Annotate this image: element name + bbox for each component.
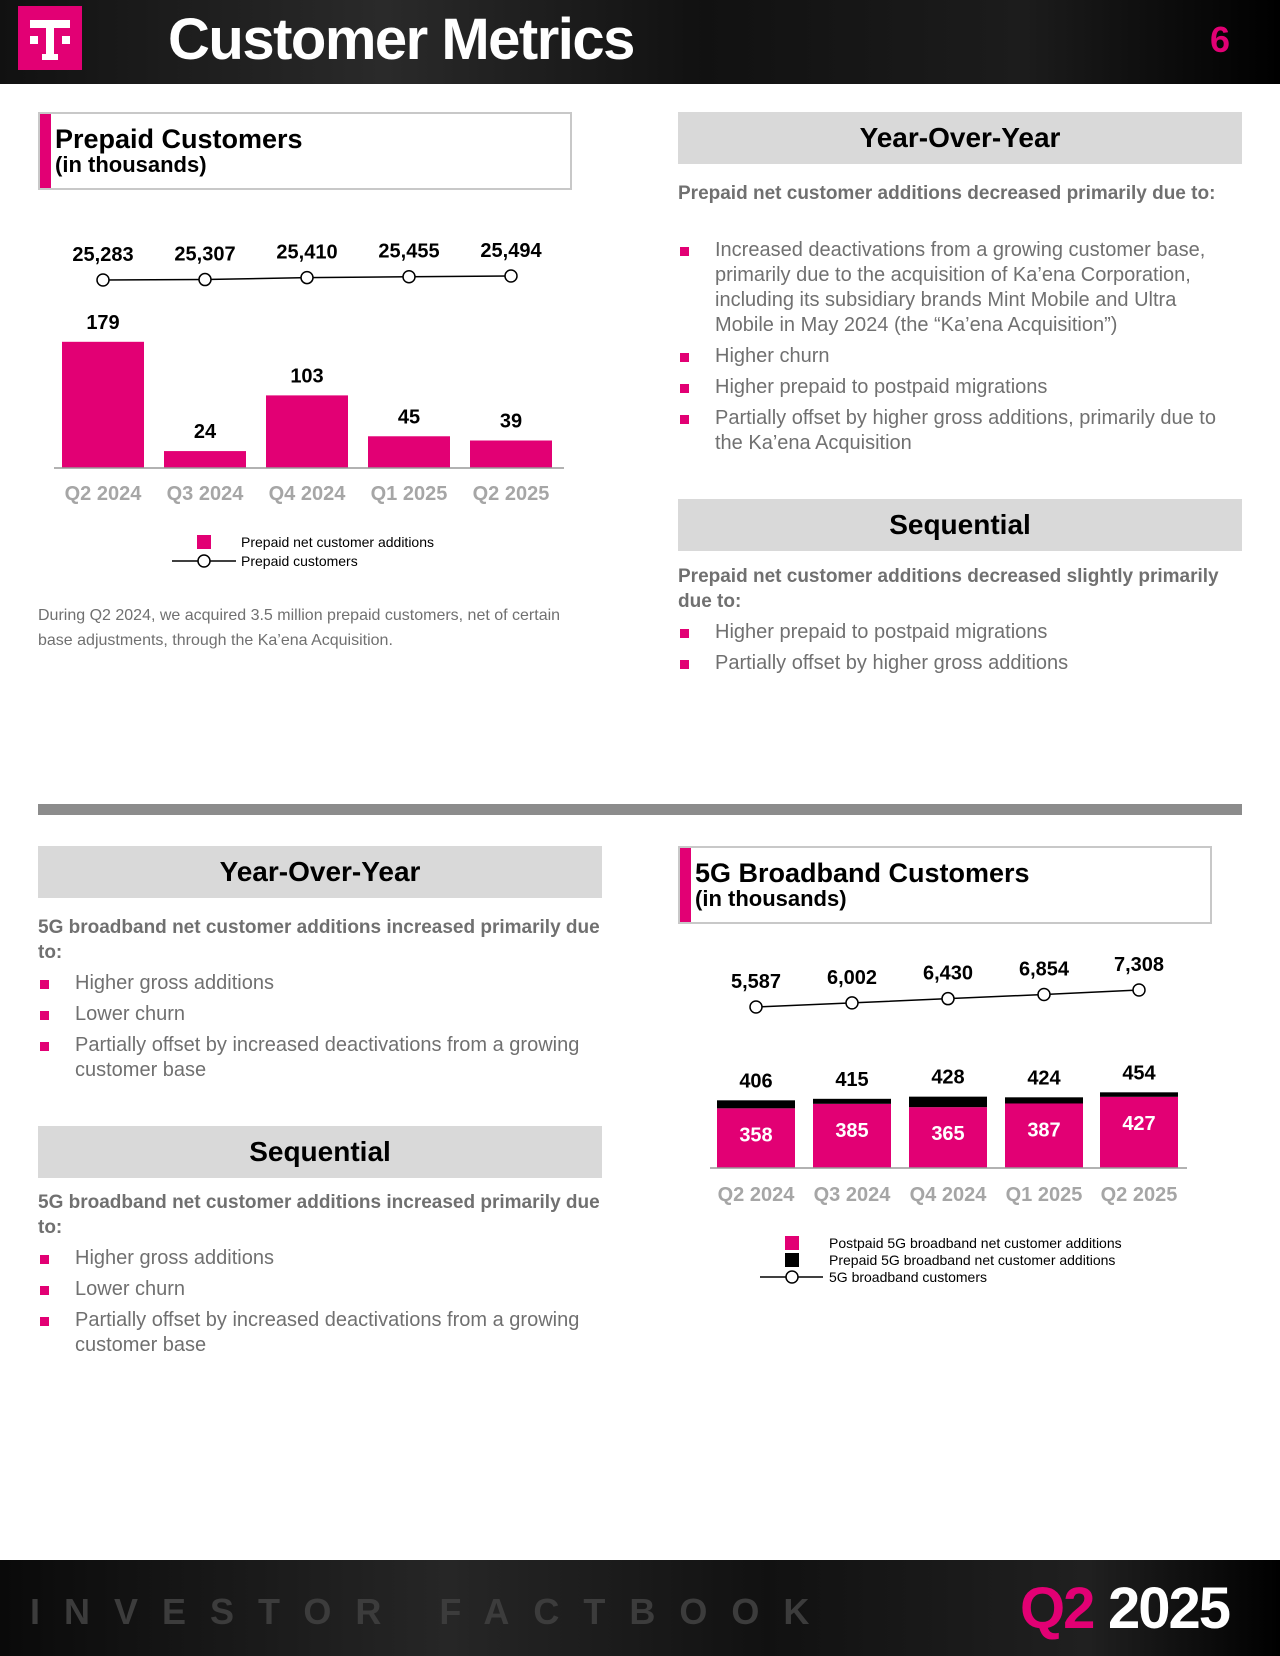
prepaid-chart [0, 220, 600, 580]
footer-year: 2025 [1108, 1576, 1230, 1641]
prepaid-bar-5 [470, 441, 552, 468]
prepaid-line-label: 25,307 [174, 243, 236, 266]
prepaid-bar-4 [368, 436, 450, 468]
bullet-square-icon [40, 1255, 49, 1264]
broadband-chart-title: 5G Broadband Customers [695, 858, 1030, 888]
prepaid-line-point [505, 270, 517, 282]
bullet-square-icon [40, 1317, 49, 1326]
bullet-square-icon [40, 1042, 49, 1051]
prepaid-5g-bar-1 [717, 1100, 795, 1108]
postpaid-5g-label: 385 [835, 1119, 869, 1142]
prepaid-chart-title: Prepaid Customers [55, 124, 303, 154]
prepaid-bar-label: 45 [397, 406, 421, 429]
bullet-square-icon [680, 247, 689, 256]
prepaid-line-point [97, 274, 109, 286]
prepaid-x-tick: Q1 2025 [370, 483, 448, 505]
prepaid-bar-3 [266, 395, 348, 468]
legend-label: Postpaid 5G broadband net customer additions [829, 1235, 1122, 1251]
prepaid-seq-list [678, 620, 1240, 682]
prepaid-bar-1 [62, 342, 144, 468]
bullet-square-icon [680, 384, 689, 393]
postpaid-5g-label: 387 [1027, 1119, 1061, 1142]
prepaid-seq-heading: Sequential [678, 499, 1242, 551]
footer-quarter: Q2 [1020, 1576, 1094, 1641]
broadband-chart-subtitle: (in thousands) [695, 886, 847, 911]
broadband-yoy-list [38, 971, 608, 1089]
list-item: Higher churn [678, 344, 1240, 369]
legend-label: Prepaid customers [241, 553, 358, 569]
list-item: Higher gross additions [38, 971, 608, 996]
legend-line-marker [198, 555, 210, 567]
bullet-square-icon [40, 980, 49, 989]
bullet-square-icon [680, 415, 689, 424]
legend-label: Prepaid 5G broadband net customer additions [829, 1252, 1116, 1268]
broadband-seq-lead: 5G broadband net customer additions increased primarily due to: [38, 1192, 600, 1238]
prepaid-line-point [403, 271, 415, 283]
postpaid-5g-label: 358 [739, 1124, 773, 1147]
legend-magenta-swatch [785, 1236, 799, 1250]
prepaid-note: During Q2 2024, we acquired 3.5 million prepaid customers, net of certain base adjustments, through the Ka’ena Acquisition. [38, 607, 561, 649]
legend-label: 5G broadband customers [829, 1269, 987, 1285]
postpaid-5g-label: 365 [931, 1123, 965, 1146]
bullet-square-icon [680, 660, 689, 669]
broadband-line-point [1133, 984, 1145, 996]
prepaid-x-tick: Q4 2024 [268, 483, 346, 505]
legend-black-swatch [785, 1253, 799, 1267]
prepaid-yoy-heading: Year-Over-Year [678, 112, 1242, 164]
broadband-chart-title-box [678, 846, 1212, 924]
broadband-line-point [942, 993, 954, 1005]
page-number: 6 [1210, 19, 1231, 60]
list-item: Higher gross additions [38, 1246, 608, 1271]
prepaid-5g-bar-3 [909, 1097, 987, 1108]
bullet-square-icon [680, 629, 689, 638]
title-accent-bar [40, 114, 51, 188]
prepaid-line-point [199, 274, 211, 286]
prepaid-line-label: 25,455 [378, 240, 440, 263]
bullet-square-icon [680, 353, 689, 362]
page-title: Customer Metrics [168, 7, 634, 72]
prepaid-yoy-list [678, 238, 1240, 462]
prepaid-line-label: 25,494 [480, 240, 542, 262]
prepaid-x-tick: Q2 2025 [472, 483, 550, 505]
prepaid-yoy-lead: Prepaid net customer additions decreased primarily due to: [678, 183, 1216, 204]
prepaid-bar-2 [164, 451, 246, 468]
list-item: Partially offset by higher gross additions, primarily due to the Ka’ena Acquisition [678, 406, 1240, 456]
legend-label: Prepaid net customer additions [241, 534, 434, 550]
prepaid-line-point [301, 272, 313, 284]
prepaid-x-tick: Q3 2024 [166, 483, 244, 505]
prepaid-seq-lead: Prepaid net customer additions decreased slightly primarily due to: [678, 566, 1219, 612]
bullet-square-icon [40, 1011, 49, 1020]
broadband-seq-heading: Sequential [38, 1126, 602, 1178]
broadband-x-tick: Q1 2025 [1005, 1184, 1083, 1206]
footer-investor-factbook: INVESTOR FACTBOOK [30, 1591, 834, 1632]
broadband-x-tick: Q4 2024 [909, 1184, 987, 1206]
prepaid-line-label: 25,410 [276, 241, 338, 264]
t-mobile-logo [18, 6, 82, 70]
broadband-total-label: 454 [1122, 1062, 1156, 1085]
broadband-total-label: 424 [1027, 1067, 1061, 1090]
postpaid-5g-label: 427 [1122, 1112, 1156, 1135]
prepaid-chart-title-box [38, 112, 572, 190]
broadband-yoy-lead: 5G broadband net customer additions increased primarily due to: [38, 917, 600, 963]
broadband-line-point [1038, 988, 1050, 1000]
broadband-line-label: 6,002 [826, 966, 878, 989]
list-item: Partially offset by higher gross additions [678, 651, 1240, 676]
list-item: Partially offset by increased deactivations from a growing customer base [38, 1308, 608, 1358]
list-item: Higher prepaid to postpaid migrations [678, 375, 1240, 400]
broadband-seq-list [38, 1246, 608, 1364]
legend-line-marker [786, 1271, 798, 1283]
section-divider [38, 804, 1242, 815]
bullet-square-icon [40, 1286, 49, 1295]
broadband-line-label: 6,854 [1018, 958, 1070, 981]
broadband-line-label: 5,587 [730, 971, 782, 993]
broadband-total-label: 428 [931, 1066, 965, 1089]
list-item: Partially offset by increased deactivations from a growing customer base [38, 1033, 608, 1083]
broadband-total-label: 415 [835, 1068, 869, 1091]
list-item: Lower churn [38, 1002, 608, 1027]
prepaid-5g-bar-4 [1005, 1097, 1083, 1103]
broadband-chart [680, 940, 1240, 1300]
prepaid-chart-subtitle: (in thousands) [55, 152, 207, 177]
prepaid-line-label: 25,283 [72, 244, 134, 266]
broadband-line-point [750, 1001, 762, 1013]
prepaid-5g-bar-2 [813, 1099, 891, 1104]
broadband-x-tick: Q3 2024 [813, 1184, 891, 1206]
prepaid-5g-bar-5 [1100, 1092, 1178, 1097]
broadband-yoy-heading: Year-Over-Year [38, 846, 602, 898]
prepaid-bar-label: 39 [499, 410, 523, 433]
list-item: Higher prepaid to postpaid migrations [678, 620, 1240, 645]
broadband-total-label: 406 [739, 1070, 773, 1093]
prepaid-x-tick: Q2 2024 [64, 483, 142, 505]
broadband-line-point [846, 997, 858, 1009]
broadband-x-tick: Q2 2025 [1100, 1184, 1178, 1206]
prepaid-bar-label: 24 [193, 421, 217, 444]
broadband-x-tick: Q2 2024 [717, 1184, 795, 1206]
prepaid-bar-label: 103 [290, 365, 324, 388]
legend-magenta-swatch [197, 535, 211, 549]
t-logo-icon [18, 6, 82, 70]
broadband-line-label: 7,308 [1113, 954, 1165, 976]
title-accent-bar [680, 848, 691, 922]
list-item: Increased deactivations from a growing customer base, primarily due to the acquisition of Ka’ena Corporation, including its subsidiary brands Mint Mobile and Ultra Mobile in May 2024 (the “Ka’ena Acquisition”) [678, 238, 1240, 338]
list-item: Lower churn [38, 1277, 608, 1302]
broadband-line-label: 6,430 [922, 962, 974, 985]
prepaid-bar-label: 179 [86, 311, 120, 334]
